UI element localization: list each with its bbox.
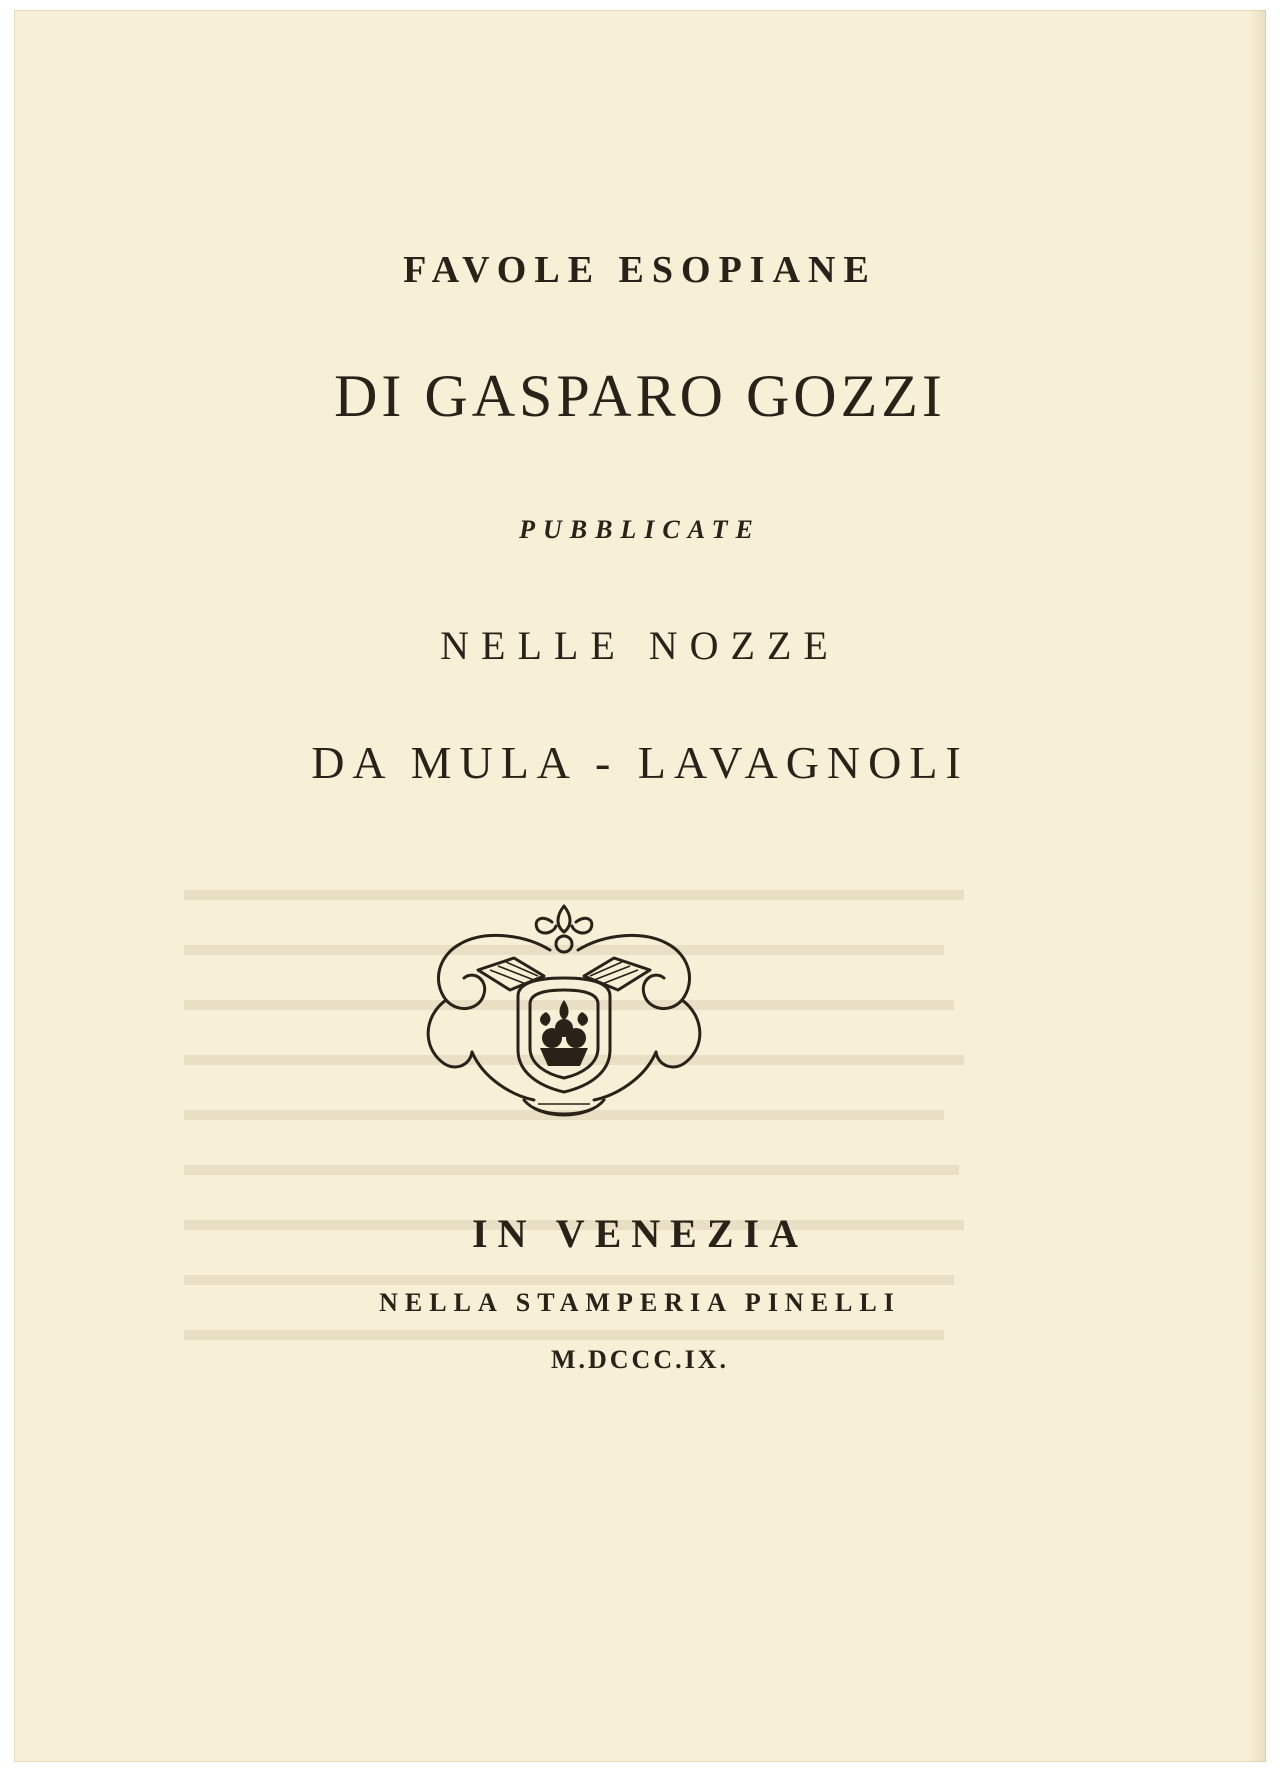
title-page — [14, 10, 1266, 1762]
title-line-favole: FAVOLE ESOPIANE — [403, 249, 877, 291]
date-line: M.DCCC.IX. — [550, 1345, 730, 1374]
printer-line: NELLA STAMPERIA PINELLI — [379, 1288, 901, 1317]
baroque-cartouche-icon — [414, 900, 714, 1125]
occasion-line: NELLE NOZZE — [440, 623, 840, 668]
published-line: PUBBLICATE — [519, 515, 761, 544]
families-line: DA MULA - LAVAGNOLI — [311, 737, 969, 788]
author-line: DI GASPARO GOZZI — [334, 363, 946, 429]
place-line: IN VENEZIA — [472, 1211, 808, 1256]
